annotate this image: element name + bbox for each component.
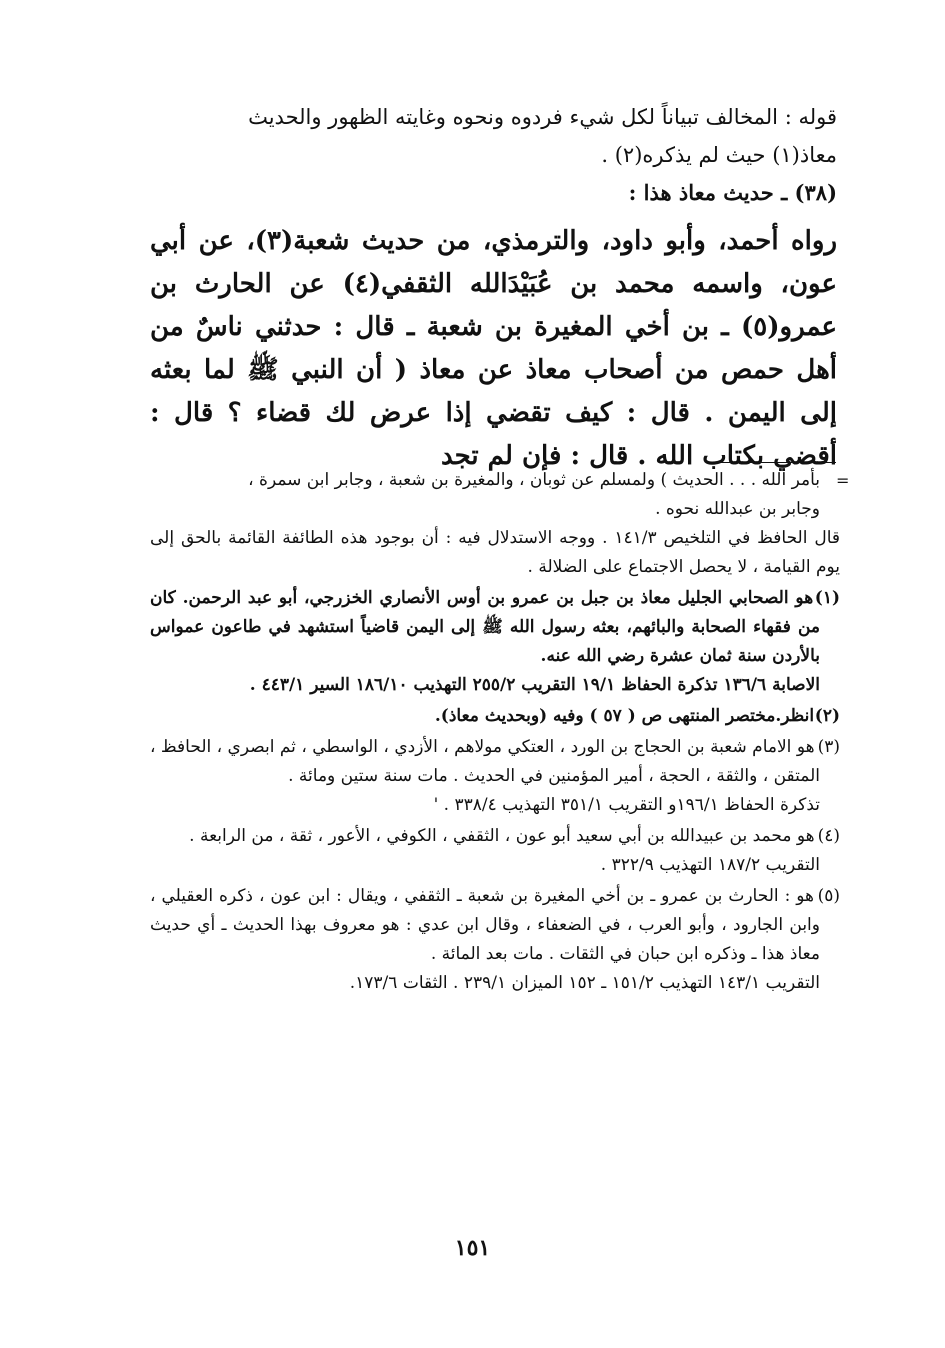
hadith-body-paragraph: رواه أحمد، وأبو داود، والترمذي، من حديث شعبة(٣)، عن أبي عون، واسمه محمد بن عُبَيْدَالله الثقفي(٤) عن الحارث بن عمرو(٥) ـ بن أخي المغيرة بن شعبة ـ قال : حدثني ناسٌ من أهل حمص من أصحاب معاذ عن معاذ ( أن النبي ﷺ لما بعثه إلى اليمن . قال : كيف تقضي إذا عرض لك قضاء ؟ قال : أقضي بكتاب الله . قال : فإن لم تجد [150,226,837,471]
footnote-2-number: (٢) [814,706,840,726]
footnote-3 [150,733,840,791]
footnote-1-text: هو الصحابي الجليل معاذ بن جبل بن عمرو بن أوس الأنصاري الخزرجي، أبو عبد الرحمن. كان من فقهاء الصحابة والبائهم، بعثه رسول الله ﷺ إلى اليمن قاضياً استشهد في طاعون عمواس بالأردن سنة ثمان عشرة رضي الله عنه. [150,588,820,666]
footnote-continuation-line-1: بأمر الله . . . الحديث ) ولمسلم عن ثوبان ، والمغيرة بن شعبة ، وجابر ابن سمرة ، [248,470,820,490]
footnote-1-number: (١) [814,588,841,608]
footnote-5-text: هو : الحارث بن عمرو ـ بن أخي المغيرة بن شعبة ـ الثقفي ، ويقال : ابن عون ، ذكره العقيلي ، وابن الجارود ، وأبو العرب ، في الضعفاء ، وقال ابن عدي : هو معروف بهذا الحديث ـ أي حديث معاذ هذا ـ وذكره ابن حبان في الثقات . مات بعد المائة . [150,886,820,964]
footnote-3-number: (٣) [817,737,840,757]
footnote-2 [150,702,840,731]
intro-line-2: معاذ(١) حيث لم يذكره(٢) . [601,143,837,167]
hadith-heading: (٣٨) ـ حديث معاذ هذا : [628,180,837,205]
footnote-1-references: الاصابة ١٣٦/٦ تذكرة الحفاظ ١٩/١ التقريب ٢٥٥/٢ التهذيب ١٨٦/١٠ السير ٤٤٣/١ . [249,675,820,695]
footnote-continuation-line-3: قال الحافظ في التلخيص ١٤١/٣ . ووجه الاستدلال فيه : أن بوجود هذه الطائفة القائمة بالحق إلى يوم القيامة ، لا يحصل الاجتماع على الضلالة . [150,528,840,577]
footnote-5 [150,882,840,969]
footnote-5-number: (٥) [817,886,840,906]
main-text-block [150,98,837,478]
footnote-4-references: التقريب ١٨٧/٢ التهذيب ٣٢٢/٩ . [600,855,820,875]
footnote-4-text: هو محمد بن عبيدالله بن أبي سعيد أبو عون ، الثقفي ، الكوفي ، الأعور ، ثقة ، من الرابعة . [189,826,815,846]
footnote-1 [150,584,840,671]
footnote-separator-rule [715,462,836,463]
footnote-3-text: هو الامام شعبة بن الحجاج بن الورد ، العتكي مولاهم ، الأزدي ، الواسطي ، ثم ابصري ، الحافظ ، المتقن ، والثقة ، الحجة ، أمير المؤمنين في الحديث . مات سنة ستين ومائة . [150,737,820,786]
footnote-continuation-mark: = [836,471,850,490]
footnotes-block [150,466,840,998]
page-number: ١٥١ [454,1235,491,1261]
footnote-5-references: التقريب ١٤٣/١ التهذيب ١٥١/٢ ـ ١٥٢ الميزان ٢٣٩/١ . الثقات ١٧٣/٦. [349,973,820,993]
footnote-continuation-line-2: وجابر بن عبدالله نحوه . [655,499,820,519]
footnote-4-number: (٤) [817,826,840,846]
footnote-4 [150,822,840,851]
footnote-2-text: انظر.مختصر المنتهى ص ( ٥٧ ) وفيه (وبحديث معاذ). [434,706,815,726]
intro-line-1: قوله : المخالف تبياناً لكل شيء فردوه ونحوه وغايته الظهور والحديث [248,105,837,129]
footnote-3-references: تذكرة الحفاظ ١٩٦/١و التقريب ٣٥١/١ التهذيب ٣٣٨/٤ . ' [433,795,820,815]
